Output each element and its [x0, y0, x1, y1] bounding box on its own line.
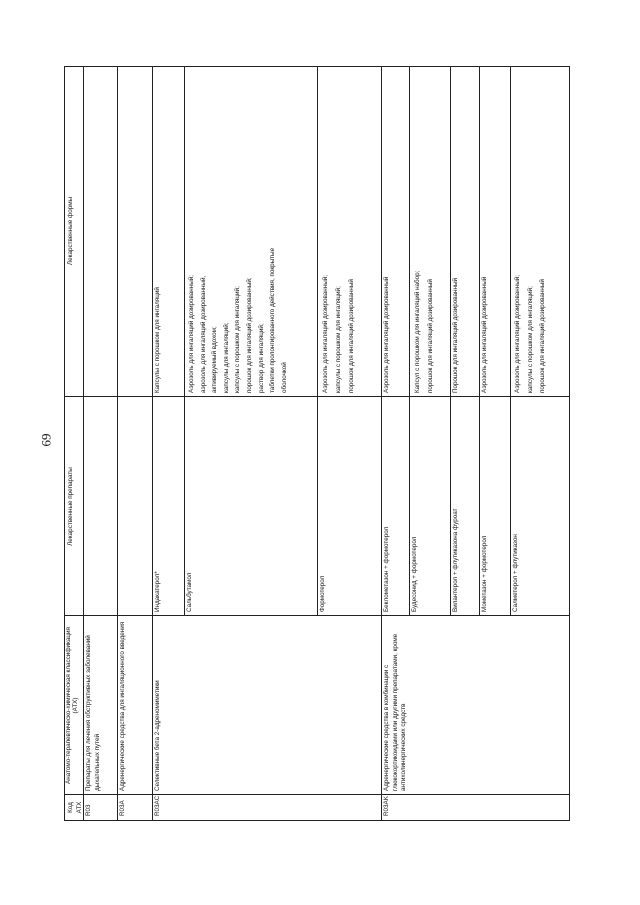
header-forms: Лекарственные формы: [67, 196, 74, 266]
atc-table: [64, 66, 570, 821]
code-cell: R03: [85, 804, 92, 816]
code-cell: R03A: [119, 800, 126, 816]
forms-cell: Аэрозоль для ингаляций дозированный; капсулы с порошком для ингаляций; порошок для ингаляций дозированный: [322, 274, 355, 393]
page-number: 69: [38, 433, 54, 447]
drug-cell: Салметерол + флутиказон: [512, 534, 519, 612]
header-code: Код АТХ: [67, 801, 83, 814]
drug-cell: Формотерол: [319, 575, 326, 612]
forms-cell: Аэрозоль для ингаляций дозированный: [481, 276, 488, 393]
drug-cell: Будесонид + формотерол: [411, 536, 418, 612]
forms-cell: Капсулы с порошком для ингаляций: [154, 287, 161, 393]
group-cell: Селективные бета 2-адреномиметики: [154, 680, 161, 791]
forms-cell: Аэрозоль для ингаляций дозированный; аэрозоль для ингаляций дозированный, активируемый вдохом; капсулы для ингаляций; капсулы с порошком для ингаляций; порошок для ингаляций дозированный; раствор для ингаляций; таблетки пролонгированного действия, покрытые оболочкой: [188, 247, 288, 393]
drug-cell: Вилантерол + флутиказона фуроат: [452, 508, 459, 612]
forms-cell: Порошок для ингаляций дозированный: [452, 277, 459, 393]
group-cell: Адренергические средства для ингаляционного введения: [119, 621, 126, 791]
column-divider: [65, 794, 569, 795]
table-rotated-wrapper: [64, 66, 570, 821]
group-cell: Препараты для лечения обструктивных заболеваний дыхательных путей: [85, 635, 101, 791]
code-cell: R03AK: [383, 796, 390, 816]
header-drug: Лекарственные препараты: [67, 467, 74, 546]
group-cell: Адренергические средства в комбинации с глюкокортикоидами или другими препаратами, кроме антихолинергических средств: [383, 633, 408, 791]
drug-cell: Индакатерол*: [154, 571, 161, 612]
forms-cell: Капсул с порошком для ингаляций набор; порошок для ингаляций дозированный: [414, 270, 434, 393]
forms-cell: Аэрозоль для ингаляций дозированный: [383, 276, 390, 393]
forms-cell: Аэрозоль для ингаляций дозированный; капсулы с порошком для ингаляций; порошок для ингаляций дозированный: [514, 274, 546, 393]
code-cell: R03AC: [154, 795, 161, 816]
drug-cell: Беклометазон + формотерол: [383, 526, 390, 612]
header-group: Анатомо-терапевтическо-химическая классификация (АТХ): [65, 627, 79, 784]
drug-cell: Мометазон + формотерол: [481, 535, 488, 612]
drug-cell: Сальбутамол: [186, 572, 193, 612]
